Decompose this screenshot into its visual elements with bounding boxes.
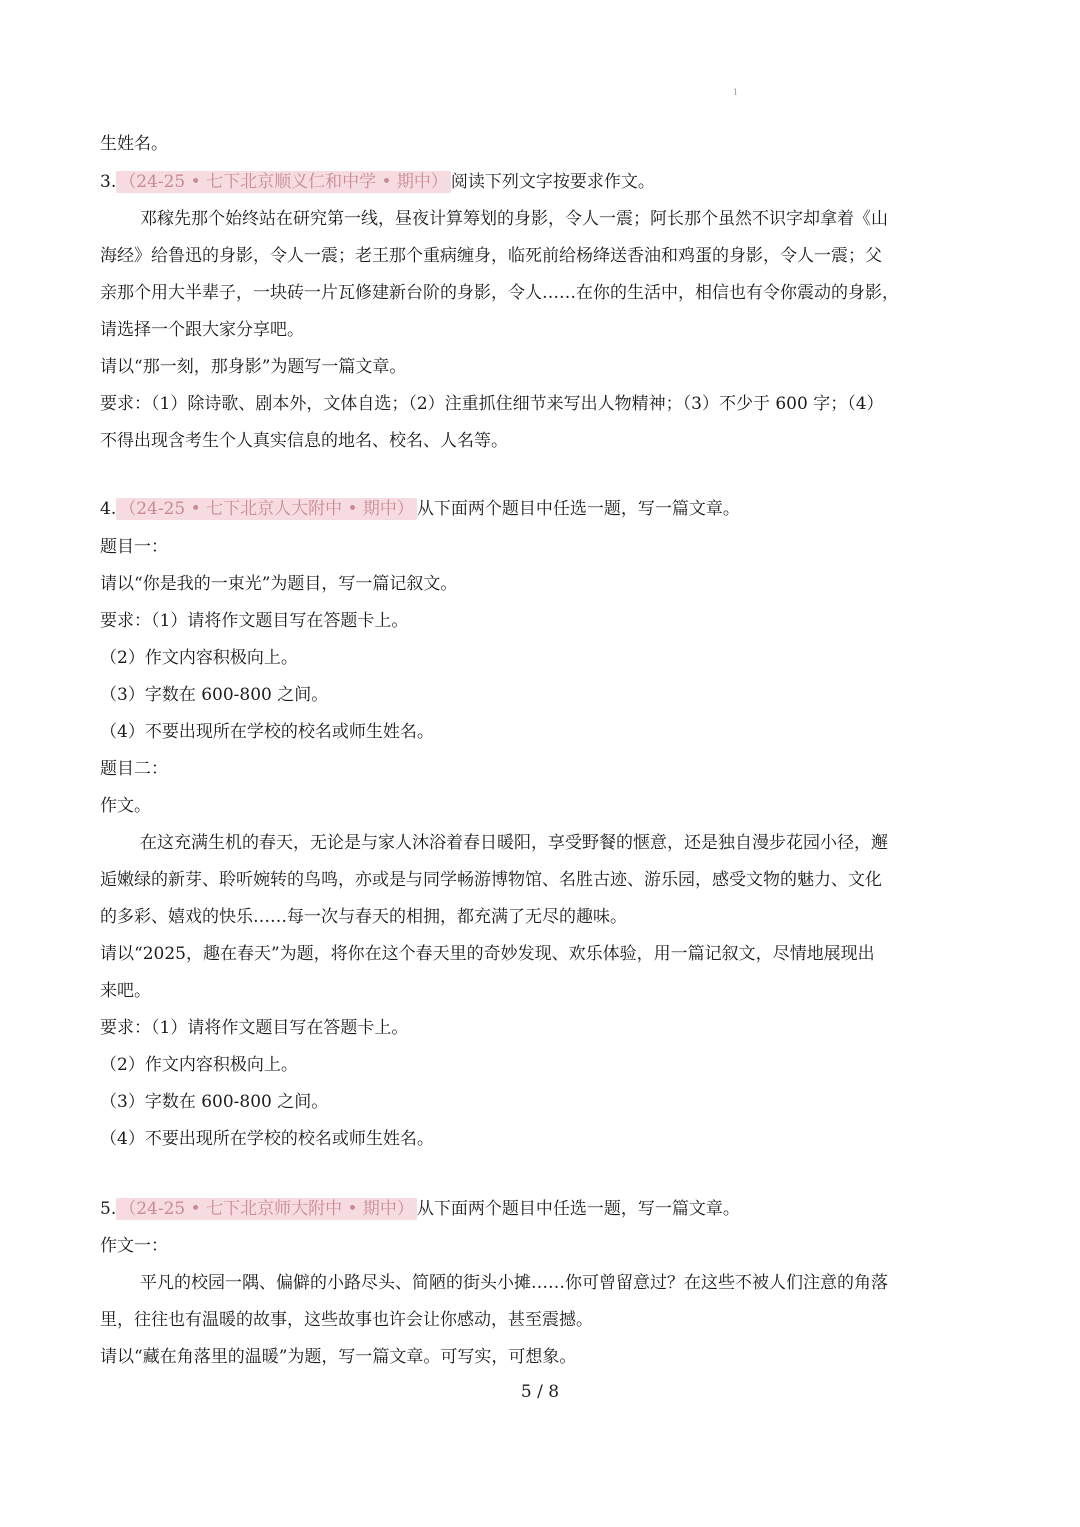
question-number: 3.: [100, 172, 117, 192]
topic-label: 题目二：: [100, 759, 168, 779]
prompt-title: 请以“那一刻，那身影”为题写一篇文章。: [100, 357, 407, 377]
passage-line: 海经》给鲁迅的身影，令人一震；老王那个重病缠身，临死前给杨绛送香油和鸡蛋的身影，令人一震；父: [100, 246, 882, 266]
requirements-line: 要求：（1）除诗歌、剧本外，文体自选；（2）注重抓住细节来写出人物精神；（3）不少于 600 字；（4）: [100, 394, 884, 414]
question-number: 4.: [100, 499, 117, 519]
requirements-line: （4）不要出现所在学校的校名或师生姓名。: [100, 1129, 434, 1149]
requirements-line: 要求：（1）请将作文题目写在答题卡上。: [100, 611, 409, 631]
passage-line: 平凡的校园一隅、偏僻的小路尽头、简陋的街头小摊……你可曾留意过？在这些不被人们注意的角落: [140, 1273, 888, 1293]
requirements-line: 不得出现含考生个人真实信息的地名、校名、人名等。: [100, 431, 508, 451]
page-number: 5 / 8: [520, 1382, 560, 1402]
passage-line: 的多彩、嬉戏的快乐……每一次与春天的相拥，都充满了无尽的趣味。: [100, 907, 627, 927]
source-tag: （24-25 • 七下北京人大附中 • 期中）: [116, 498, 417, 520]
page-marker: 1: [733, 88, 739, 97]
prompt-title: 请以“2025，趣在春天”为题，将你在这个春天里的奇妙发现、欢乐体验，用一篇记叙文，尽情地展现出: [100, 944, 875, 964]
prompt-title: 请以“藏在角落里的温暖”为题，写一篇文章。可写实，可想象。: [100, 1347, 577, 1367]
prompt-title: 来吧。: [100, 981, 151, 1001]
topic-label: 作文一：: [100, 1236, 168, 1256]
source-tag: （24-25 • 七下北京顺义仁和中学 • 期中）: [116, 171, 451, 193]
source-tag: （24-25 • 七下北京师大附中 • 期中）: [116, 1198, 417, 1220]
requirements-line: （2）作文内容积极向上。: [100, 648, 298, 668]
question-number: 5.: [100, 1199, 117, 1219]
passage-line: 在这充满生机的春天，无论是与家人沐浴着春日暖阳，享受野餐的惬意，还是独自漫步花园小径，邂: [140, 833, 888, 853]
question-intro: 阅读下列文字按要求作文。: [450, 172, 655, 192]
passage-line: 逅嫩绿的新芽、聆听婉转的鸟鸣，亦或是与同学畅游博物馆、名胜古迹、游乐园，感受文物的魅力、文化: [100, 870, 882, 890]
question-3-header: [100, 170, 655, 194]
passage-line: 亲那个用大半辈子，一块砖一片瓦修建新台阶的身影，令人……在你的生活中，相信也有令你震动的身影，: [100, 283, 899, 303]
requirements-line: （2）作文内容积极向上。: [100, 1055, 298, 1075]
requirements-line: 要求：（1）请将作文题目写在答题卡上。: [100, 1018, 409, 1038]
requirements-line: （4）不要出现所在学校的校名或师生姓名。: [100, 722, 434, 742]
topic-label: 题目一：: [100, 537, 168, 557]
text-line: 生姓名。: [100, 134, 168, 154]
passage-line: 邓稼先那个始终站在研究第一线，昼夜计算筹划的身影，令人一震；阿长那个虽然不识字却拿着《山: [140, 209, 888, 229]
question-5-header: [100, 1197, 740, 1221]
prompt-title: 请以“你是我的一束光”为题目，写一篇记叙文。: [100, 574, 458, 594]
passage-line: 请选择一个跟大家分享吧。: [100, 320, 304, 340]
requirements-line: （3）字数在 600-800 之间。: [100, 685, 329, 705]
question-intro: 从下面两个题目中任选一题，写一篇文章。: [416, 1199, 740, 1219]
passage-line: 里，往往也有温暖的故事，这些故事也许会让你感动，甚至震撼。: [100, 1310, 593, 1330]
topic-label: 作文。: [100, 796, 151, 816]
question-intro: 从下面两个题目中任选一题，写一篇文章。: [416, 499, 740, 519]
question-4-header: [100, 497, 740, 521]
requirements-line: （3）字数在 600-800 之间。: [100, 1092, 329, 1112]
